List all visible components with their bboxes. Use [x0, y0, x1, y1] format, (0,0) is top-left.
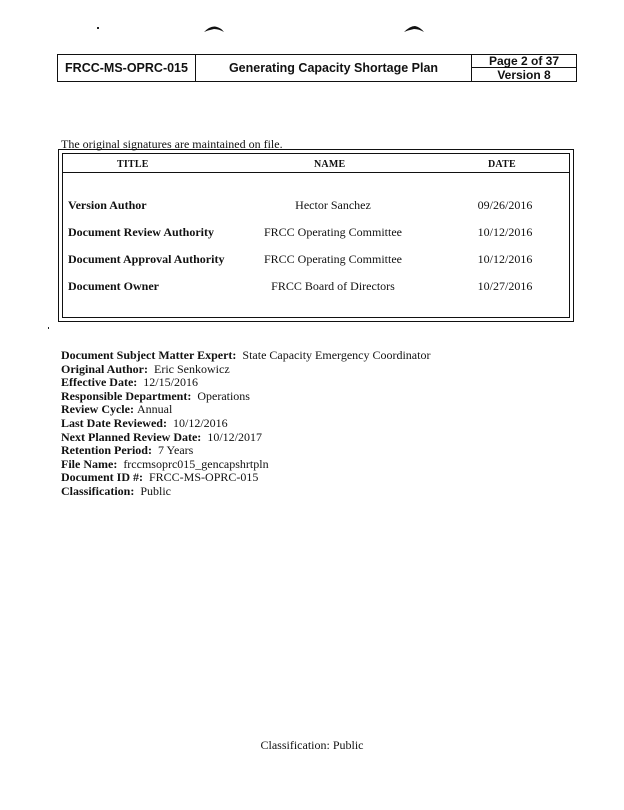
row-date: 10/12/2016 [477, 225, 533, 239]
metadata-value: Annual [136, 402, 173, 417]
metadata-label: Document ID #: [61, 470, 143, 485]
metadata-label: Review Cycle: [61, 402, 134, 417]
metadata-label: Retention Period: [61, 443, 152, 458]
row-date: 09/26/2016 [477, 198, 533, 212]
metadata-value: Public [140, 483, 172, 498]
row-name: FRCC Operating Committee [264, 252, 402, 266]
table-row [63, 198, 569, 214]
metadata-value: Eric Senkowicz [154, 361, 230, 376]
header-page-version [472, 55, 576, 81]
metadata-label: File Name: [61, 456, 118, 471]
metadata-value: FRCC-MS-OPRC-015 [149, 470, 259, 485]
metadata-value: State Capacity Emergency Coordinator [242, 348, 431, 362]
metadata-line [61, 363, 430, 377]
row-name: Hector Sanchez [295, 198, 371, 212]
row-title: Document Review Authority [68, 225, 214, 239]
column-header-name: NAME [314, 159, 346, 170]
metadata-label: Next Planned Review Date: [61, 429, 202, 444]
metadata-line [61, 376, 430, 390]
scan-mark-right [403, 24, 425, 34]
signature-table-inner [62, 153, 570, 318]
row-title: Version Author [68, 198, 147, 212]
row-name: FRCC Operating Committee [264, 225, 402, 239]
table-row [63, 279, 569, 295]
metadata-line [61, 431, 430, 445]
metadata-value: 10/12/2017 [207, 429, 262, 444]
metadata-line [61, 403, 430, 417]
metadata-value: Operations [197, 388, 250, 403]
signatures-note: The original signatures are maintained on file. [61, 137, 283, 151]
footer-classification: Classification: Public [260, 738, 364, 752]
metadata-line [61, 390, 430, 404]
row-title: Document Owner [68, 279, 159, 293]
header-divider [63, 172, 569, 173]
metadata-line [61, 444, 430, 458]
document-header [57, 54, 577, 82]
table-row [63, 252, 569, 268]
document-metadata [61, 349, 430, 499]
table-row [63, 225, 569, 241]
column-header-date: DATE [488, 159, 516, 170]
metadata-label: Classification: [61, 483, 135, 498]
metadata-label: Last Date Reviewed: [61, 415, 167, 430]
header-version: Version 8 [497, 67, 551, 82]
metadata-value: 7 Years [157, 443, 194, 458]
metadata-label: Document Subject Matter Expert: [61, 348, 237, 362]
metadata-value: frccmsoprc015_gencapshrtpln [123, 456, 269, 471]
header-page-number: Page 2 of 37 [472, 55, 576, 68]
metadata-label: Responsible Department: [61, 388, 192, 403]
metadata-line [61, 458, 430, 472]
metadata-value: 10/12/2016 [172, 415, 228, 430]
column-header-title: TITLE [117, 159, 149, 170]
metadata-line [61, 471, 430, 485]
header-title: Generating Capacity Shortage Plan [196, 55, 472, 81]
metadata-label: Effective Date: [61, 375, 138, 390]
header-doc-id: FRCC-MS-OPRC-015 [58, 55, 196, 81]
row-date: 10/27/2016 [477, 279, 533, 293]
scan-mark-left [203, 24, 225, 34]
row-name: FRCC Board of Directors [271, 279, 395, 293]
metadata-label: Original Author: [61, 361, 149, 376]
metadata-line [61, 485, 430, 499]
signature-table [58, 149, 574, 322]
metadata-line [61, 417, 430, 431]
row-title: Document Approval Authority [68, 252, 225, 266]
metadata-line [61, 349, 430, 363]
row-date: 10/12/2016 [477, 252, 533, 266]
scan-speck [48, 327, 49, 329]
metadata-value: 12/15/2016 [143, 375, 198, 390]
scan-speck [97, 27, 99, 29]
